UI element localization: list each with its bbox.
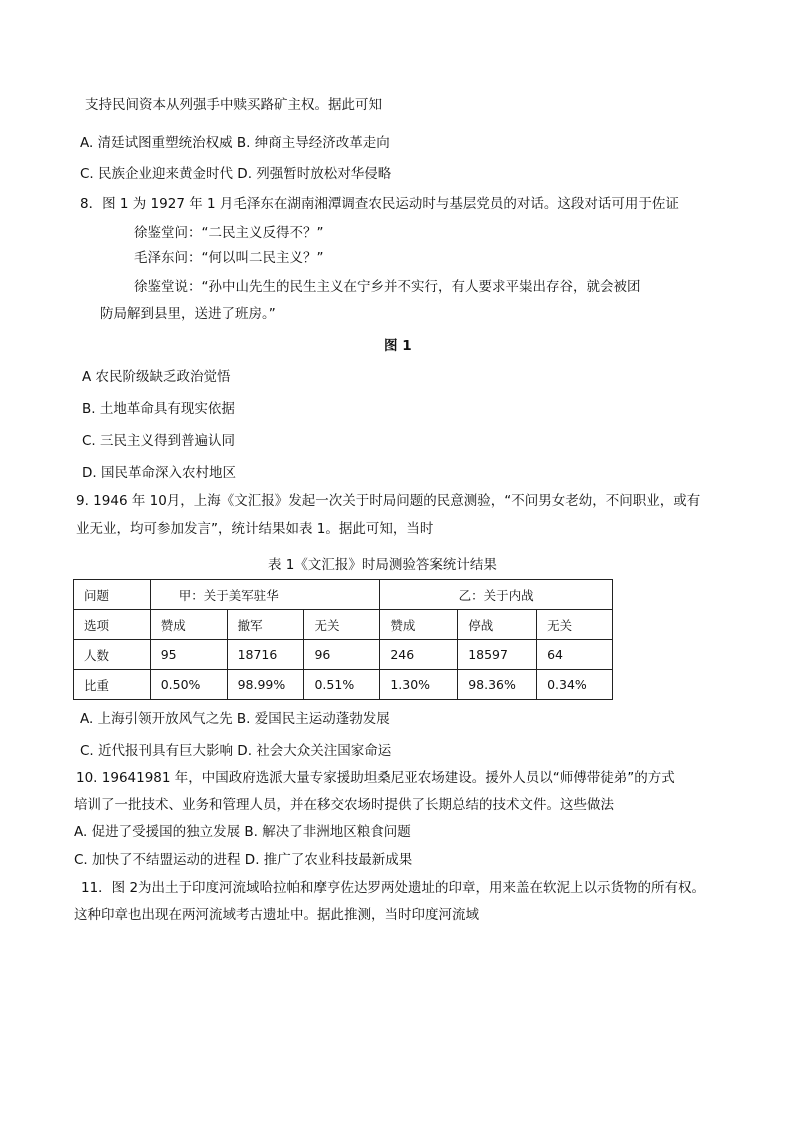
q8-option-c: C. 三民主义得到普遍认同 <box>82 433 236 449</box>
q9-stem-line-1: 9. 1946 年 10月，上海《文汇报》发起一次关于时局问题的民意测验，“不问男女老幼，不问职业，或有 <box>76 493 701 509</box>
q9-options-cd: C. 近代报刊具有巨大影响 D. 社会大众关注国家命运 <box>80 743 392 759</box>
table-header-question: 问题 <box>74 580 151 610</box>
q11-stem-line-1: 11．图 2为出土于印度河流域哈拉帕和摩亨佐达罗两处遗址的印章，用来盖在软泥上以示货物的所有权。 <box>81 880 706 896</box>
table-row <box>74 670 613 700</box>
q10-stem-line-2: 培训了一批技术、业务和管理人员，并在移交农场时提供了长期总结的技术文件。这些做法 <box>74 797 614 813</box>
table-cell: 停战 <box>458 610 537 640</box>
table-cell: 18597 <box>458 640 537 670</box>
table-cell: 0.51% <box>304 670 380 700</box>
table-header-group-a: 甲：关于美军驻华 <box>150 580 380 610</box>
q10-options-ab: A. 促进了受援国的独立发展 B. 解决了非洲地区粮食问题 <box>74 824 411 840</box>
table-cell: 选项 <box>74 610 151 640</box>
table-cell: 98.99% <box>227 670 304 700</box>
table-cell: 人数 <box>74 640 151 670</box>
q8-stem: 8．图 1 为 1927 年 1 月毛泽东在湖南湘潭调查农民运动时与基层党员的对话。这段对话可用于佐证 <box>80 196 679 212</box>
q8-option-d: D. 国民革命深入农村地区 <box>82 465 236 481</box>
q10-stem-line-1: 10. 19641981 年，中国政府选派大量专家援助坦桑尼亚农场建设。援外人员以“师傅带徒弟”的方式 <box>76 770 675 786</box>
q10-options-cd: C. 加快了不结盟运动的进程 D. 推广了农业科技最新成果 <box>74 852 413 868</box>
poll-results-table <box>73 579 613 700</box>
table-cell: 比重 <box>74 670 151 700</box>
table-cell: 246 <box>380 640 458 670</box>
figure-1-caption: 图 1 <box>384 338 412 354</box>
table-cell: 18716 <box>227 640 304 670</box>
q8-option-a: A 农民阶级缺乏政治觉悟 <box>82 369 231 385</box>
table-row <box>74 640 613 670</box>
table-cell: 98.36% <box>458 670 537 700</box>
q11-stem-line-2: 这种印章也出现在两河流域考古遗址中。据此推测，当时印度河流域 <box>74 907 479 923</box>
table-cell: 64 <box>537 640 613 670</box>
table-cell: 赞成 <box>150 610 227 640</box>
q8-option-b: B. 土地革命具有现实依据 <box>82 401 235 417</box>
q7-options-cd: C. 民族企业迎来黄金时代 D. 列强暂时放松对华侵略 <box>80 166 392 182</box>
q8-dialog-3a: 徐鉴堂说：“孙中山先生的民生主义在宁乡并不实行，有人要求平粜出存谷，就会被团 <box>134 279 641 295</box>
table-cell: 96 <box>304 640 380 670</box>
table-header-group-b: 乙：关于内战 <box>380 580 613 610</box>
q8-dialog-1: 徐鉴堂问：“二民主义反得不？” <box>134 225 324 241</box>
q8-dialog-2: 毛泽东问：“何以叫二民主义？” <box>134 250 324 266</box>
table-cell: 0.50% <box>150 670 227 700</box>
table-cell: 1.30% <box>380 670 458 700</box>
table-row <box>74 610 613 640</box>
table-cell: 无关 <box>537 610 613 640</box>
q7-options-ab: A. 清廷试图重塑统治权威 B. 绅商主导经济改革走向 <box>80 135 390 151</box>
q9-stem-line-2: 业无业，均可参加发言”，统计结果如表 1。据此可知，当时 <box>76 521 434 537</box>
table-header-row <box>74 580 613 610</box>
q9-options-ab: A. 上海引领开放风气之先 B. 爱国民主运动蓬勃发展 <box>80 711 390 727</box>
table-cell: 95 <box>150 640 227 670</box>
q8-dialog-3b: 防局解到县里，送进了班房。” <box>100 306 276 322</box>
table-cell: 无关 <box>304 610 380 640</box>
table-cell: 撤军 <box>227 610 304 640</box>
table-1-caption: 表 1《文汇报》时局测验答案统计结果 <box>268 557 497 573</box>
q7-stem-tail: 支持民间资本从列强手中赎买路矿主权。据此可知 <box>85 97 382 113</box>
table-cell: 0.34% <box>537 670 613 700</box>
table-cell: 赞成 <box>380 610 458 640</box>
